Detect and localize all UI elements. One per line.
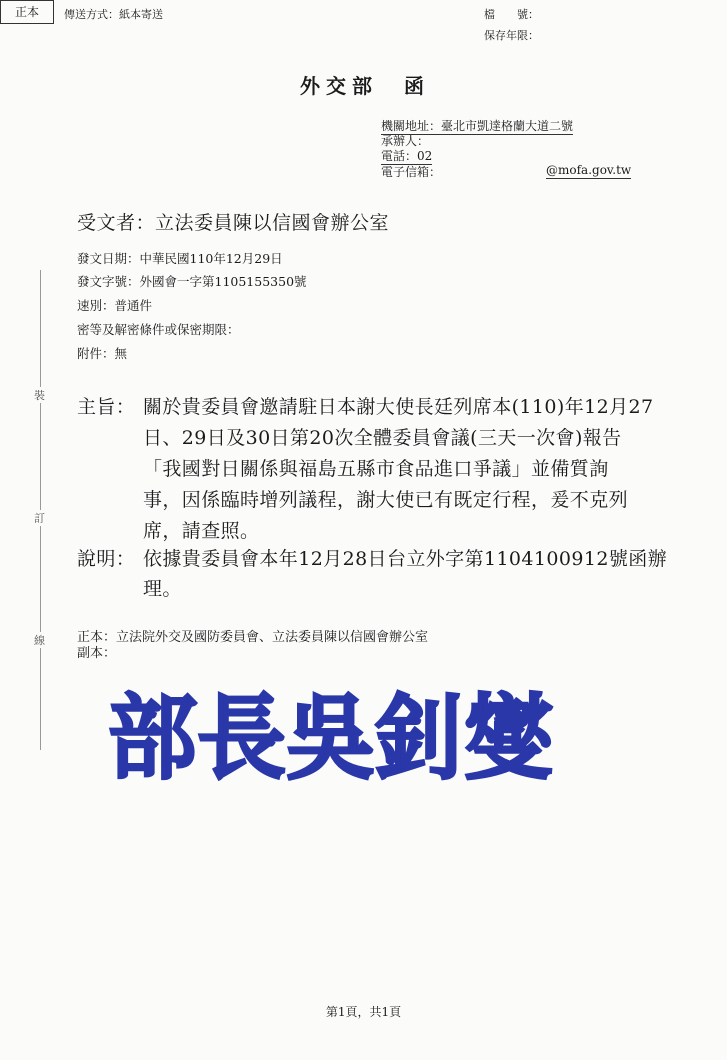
- email-domain: [546, 163, 631, 177]
- binding-mark-middle: 訂: [34, 512, 45, 525]
- file-number-label: 檔 號：: [484, 8, 539, 21]
- subject-label: 主旨：: [77, 396, 136, 418]
- signature-stamp: [108, 682, 568, 792]
- subject-line: 事，因係臨時增列議程，謝大使已有既定行程，爰不克列: [143, 489, 629, 511]
- recipient: 受文者：立法委員陳以信國會辦公室: [77, 212, 390, 234]
- classification: 密等及解密條件或保密期限：: [77, 322, 240, 337]
- issue-date: 發文日期：中華民國110年12月29日: [77, 251, 283, 266]
- page-number: 第1頁，共1頁: [325, 1005, 402, 1019]
- document-title: 外交部 函: [300, 74, 430, 98]
- agency-address-text: 機關地址：臺北市凱達格蘭大道二號: [381, 119, 574, 133]
- email-domain-text: @mofa.gov.tw: [546, 163, 632, 177]
- subject-line: 關於貴委員會邀請駐日本謝大使長廷列席本(110)年12月27: [143, 396, 654, 418]
- copy-type-box: 正本: [0, 0, 54, 24]
- urgency: 速別：普通件: [77, 298, 153, 313]
- retention-period-label: 保存年限：: [484, 29, 539, 42]
- signature-image: [108, 682, 568, 792]
- doc-number: 發文字號：外國會一字第1105155350號: [77, 274, 307, 289]
- svg-text:部長吳釗燮: 部長吳釗燮: [108, 684, 554, 792]
- binding-mark-bottom: 線: [34, 634, 45, 647]
- handler: 承辦人：: [381, 134, 430, 148]
- copy-recipients: 副本：: [77, 646, 117, 661]
- explanation-line: 依據貴委員會本年12月28日台立外字第1104100912號函辦: [143, 548, 668, 570]
- explanation-line: 理。: [143, 578, 182, 600]
- email-label: 電子信箱：: [381, 165, 442, 179]
- delivery-method: 傳送方式：紙本寄送: [64, 8, 163, 21]
- subject-line: 席，請查照。: [143, 520, 260, 542]
- binding-mark-top: 裝: [34, 389, 45, 402]
- subject-line: 「我國對日關係與福島五縣市食品進口爭議」並備質詢: [143, 458, 609, 480]
- subject-line: 日、29日及30日第20次全體委員會議(三天一次會)報告: [143, 427, 622, 449]
- explanation-label: 說明：: [77, 548, 136, 570]
- phone-text: 電話：02: [381, 149, 433, 163]
- original-recipients: 正本：立法院外交及國防委員會、立法委員陳以信國會辦公室: [77, 630, 429, 645]
- phone: [381, 147, 432, 164]
- attachment: 附件：無: [77, 346, 128, 361]
